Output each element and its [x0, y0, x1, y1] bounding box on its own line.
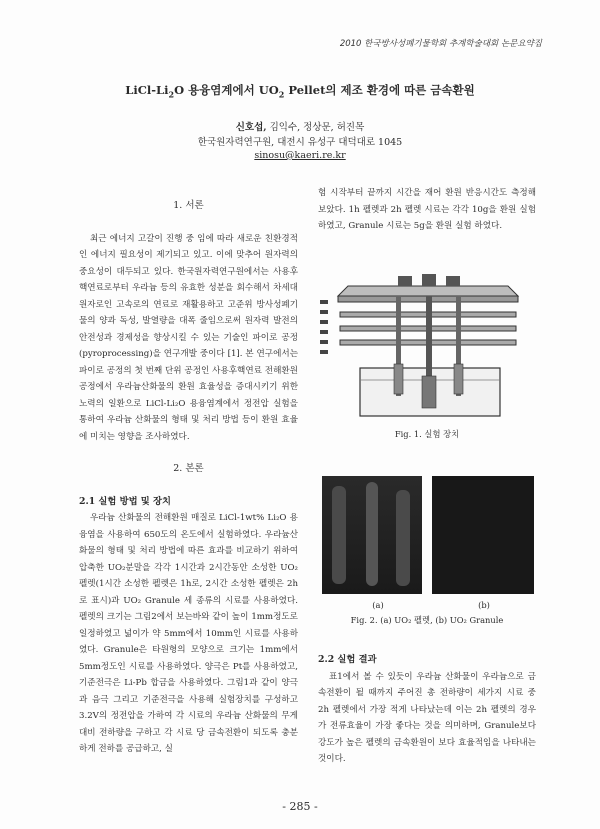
- figure-2-caption: Fig. 2. (a) UO₂ 펠렛, (b) UO₂ Granule: [350, 615, 504, 625]
- right-column-top: [318, 185, 536, 235]
- figure-1-caption: Fig. 1. 실험 장치: [394, 429, 460, 439]
- right-column-bottom: [318, 652, 536, 768]
- figure-2a-label: (a): [372, 600, 384, 610]
- figure-2b-label: (b): [478, 600, 490, 610]
- paper-title: LiCl-$Li_2O$ 용융염계에서 $UO_2$ Pellet의 제조 환경에 따른 금속환원: [125, 83, 475, 100]
- subsection-heading-method: 2.1 실험 방법 및 장치: [79, 495, 171, 507]
- author-list: 신호섭, 김익수, 정상문, 허진목: [235, 122, 365, 133]
- result-paragraph: 표1에서 볼 수 있듯이 우라늄 산화물이 우라늄으로 금속전환이 될 때까지 주어진 총 전하량이 세가지 시료 중 2h 펠렛에서 가장 적게 나타났는데 이는 2h 펠렛의 경우가 전류효율이 가장 좋다는 것을 의미하며, Granule보다 강도가 높은 펠렛의 금속환원이 보다 효율적임을 나타내는 것이다.: [318, 671, 536, 764]
- section-heading-intro: 1. 서론: [173, 200, 204, 211]
- page-number: - 285 -: [282, 800, 318, 813]
- left-column: [79, 198, 298, 758]
- method-continued-paragraph: 험 시작부터 끝까지 시간을 재어 환원 반응시간도 측정해 보았다. 1h 펠렛과 2h 펠렛 시료는 각각 10g을 환원 실험하였고, Granule 시료는 5g을 환원 실험 하였다.: [318, 188, 536, 231]
- uo2-pellet-photo: [322, 476, 422, 594]
- conference-header: 2010 한국방사성폐기물학회 추계학술대회 논문요약집: [339, 39, 542, 49]
- intro-paragraph: 최근 에너지 고갈이 진행 중 임에 따라 새로운 친환경적인 에너지 필요성이 제기되고 있고. 이에 맞추어 원자력의 중요성이 대두되고 있다. 한국원자력연구원에서는 사용후핵연료로부터 우라늄 등의 유효한 성분을 회수해서 차세대 원자로인 고속로의 연료로 재활용하고 고준위 방사성폐기물의 양과 독성, 발열량을 대폭 줄임으로써 원자력 발전의 안전성과 경제성을 향상시킬 수 있는 기술인 파이로 공정 (pyroprocessing)을 연구개발 중이다 [1]. 본 연구에서는 파이로 공정의 첫 번째 단위 공정인 사용후핵연료 전해환원 공정에서 우라늄산화물의 환원 효율성을 증대시키기 위한 노력의 일환으로 LiCl-Li₂O 용융염계에서 정전압 실험을 통하여 우라늄 산화물의 형태 및 처리 방법 등이 환원 효율에 미치는 영향을 조사하였다.: [79, 233, 298, 442]
- subsection-heading-result: 2.2 실험 결과: [318, 654, 377, 665]
- apparatus-figure: [318, 268, 536, 423]
- method-paragraph: 우라늄 산화물의 전해환원 매질로 LiCl-1wt% Li₂O 용융염을 사용하여 650도의 온도에서 실험하였다. 우라늄산화물의 형태 및 처리 방법에 따른 효과를 비교하기 위하여 압축한 UO₂분말을 각각 1시간과 2시간동안 소성한 UO₂ 펠렛(1시간 소성한 펠렛은 1h로, 2시간 소성한 펠렛은 2h로 표시)과 UO₂ Granule 세 종류의 시료를 사용하였다. 펠렛의 크기는 그림2에서 보는바와 같이 높이 1mm정도로 일정하였고 넓이가 약 5mm에서 10mm인 시료를 사용하였다. Granule은 타원형의 모양으로 크기는 1mm에서 5mm정도인 시료를 사용하였다. 양극은 Pt를 사용하였고, 기준전극은 Li-Pb 합금을 사용하였다. 그림1과 같이 양극과 음극 그리고 기준전극을 사용해 실험장치를 구성하고 3.2V의 정전압을 가하여 각 시료의 우라늄 산화물의 무게대비 전하량을 구하고 각 시료 당 금속전환이 되도록 충분하게 전하를 공급하고, 실: [79, 513, 298, 754]
- section-heading-body: 2. 본론: [173, 463, 204, 474]
- affiliation: 한국원자력연구원, 대전시 유성구 대덕대로 1045: [197, 137, 403, 148]
- uo2-granule-photo: [432, 476, 534, 594]
- author-email[interactable]: sinosu@kaeri.re.kr: [254, 150, 346, 161]
